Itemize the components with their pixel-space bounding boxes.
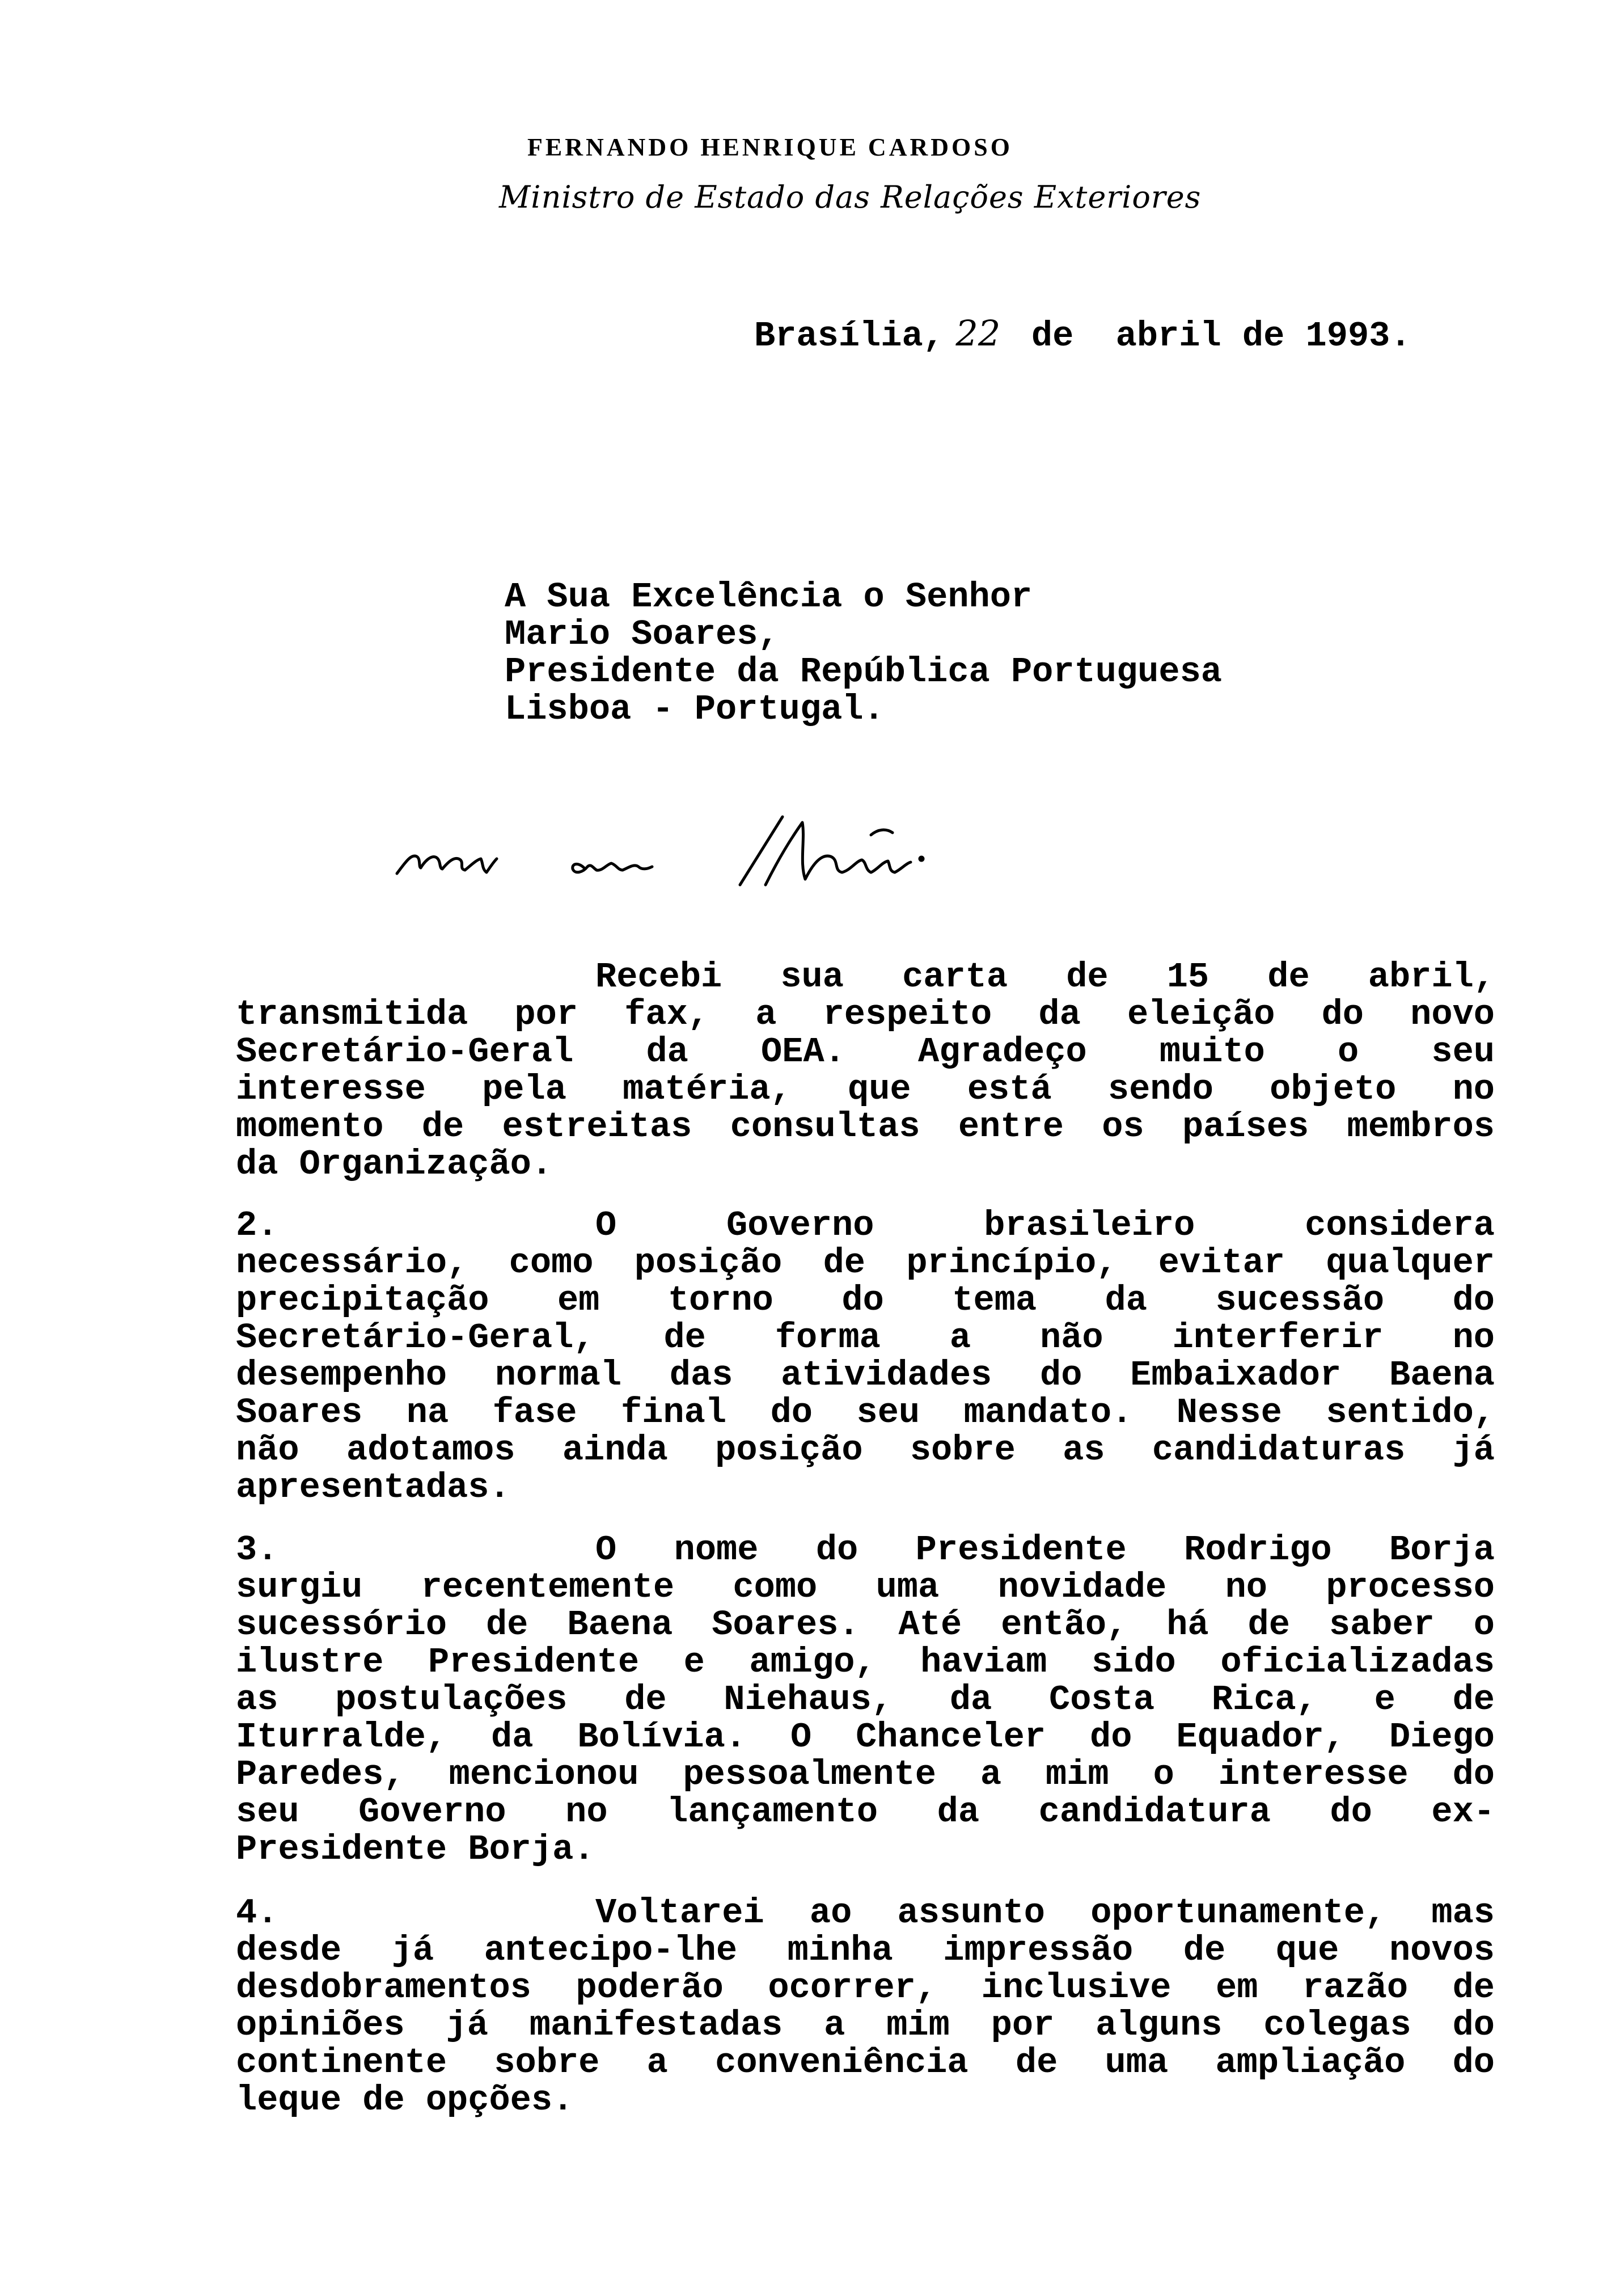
p2-line-3: precipitação em torno do tema da sucessão do [236,1280,1495,1320]
p1-line-1: Recebi sua carta de 15 de abril, [595,957,1495,997]
addressee-line-1: A Sua Excelência o Senhor [505,577,1033,617]
dateline-month: de abril de 1993. [1031,316,1411,356]
p3-line-3: sucessório de Baena Soares. Até então, há de saber o [236,1605,1495,1645]
paragraph-2 [236,1207,1495,1507]
p4-line-4: opiniões já manifestadas a mim por alguns colegas do [236,2005,1495,2045]
p4-line-1: Voltarei ao assunto oportunamente, mas [595,1893,1495,1933]
p1-line-5: momento de estreitas consultas entre os países membros [236,1107,1495,1147]
dateline-day: 22 [955,313,1001,354]
dateline-place: Brasília, [754,316,944,356]
p1-line-4: interesse pela matéria, que está sendo objeto no [236,1069,1495,1109]
p3-number: 3. [236,1530,278,1570]
p3-line-2: surgiu recentemente como uma novidade no processo [236,1567,1495,1607]
p2-line-8: apresentadas. [236,1467,510,1508]
p3-line-5: as postulações de Niehaus, da Costa Rica, e de [236,1680,1495,1720]
paragraph-3 [236,1531,1495,1868]
p2-number: 2. [236,1205,278,1246]
p4-line-3: desdobramentos poderão ocorrer, inclusive em razão de [236,1968,1495,2008]
p4-line-6: leque de opções. [236,2080,574,2120]
p3-line-1: O nome do Presidente Rodrigo Borja [595,1530,1495,1570]
handwritten-salutation [391,800,987,908]
p3-line-4: ilustre Presidente e amigo, haviam sido oficializadas [236,1642,1495,1682]
addressee-line-3: Presidente da República Portuguesa [505,652,1223,692]
p2-line-6: Soares na fase final do seu mandato. Nesse sentido, [236,1393,1495,1433]
p3-line-6: Iturralde, da Bolívia. O Chanceler do Equador, Diego [236,1717,1495,1757]
p3-line-8: seu Governo no lançamento da candidatura do ex- [236,1792,1495,1832]
p2-line-7: não adotamos ainda posição sobre as candidaturas já [236,1430,1495,1470]
letterhead-title: Ministro de Estado das Relações Exteriores [499,179,1202,215]
p1-line-6: da Organização. [236,1144,553,1184]
p2-line-4: Secretário-Geral, de forma a não interferir no [236,1318,1495,1358]
p1-line-3: Secretário-Geral da OEA. Agradeço muito o seu [236,1032,1495,1072]
addressee-line-2: Mario Soares, [505,614,779,655]
p2-line-2: necessário, como posição de princípio, evitar qualquer [236,1243,1495,1283]
addressee-block [505,579,1222,728]
p4-line-5: continente sobre a conveniência de uma ampliação do [236,2043,1495,2083]
p3-line-9: Presidente Borja. [236,1829,595,1870]
dateline [754,315,1411,355]
p4-line-2: desde já antecipo-lhe minha impressão de que novos [236,1930,1495,1970]
paragraph-4 [236,1894,1495,2119]
addressee-line-4: Lisboa - Portugal. [505,689,885,729]
p3-line-7: Paredes, mencionou pessoalmente a mim o interesse do [236,1754,1495,1795]
paragraph-1 [236,959,1495,1183]
letterhead-name: FERNANDO HENRIQUE CARDOSO [527,133,1013,161]
p4-number: 4. [236,1893,278,1933]
p1-line-2: transmitida por fax, a respeito da eleição do novo [236,994,1495,1035]
p2-line-5: desempenho normal das atividades do Embaixador Baena [236,1355,1495,1395]
p2-line-1: O Governo brasileiro considera [595,1205,1495,1246]
